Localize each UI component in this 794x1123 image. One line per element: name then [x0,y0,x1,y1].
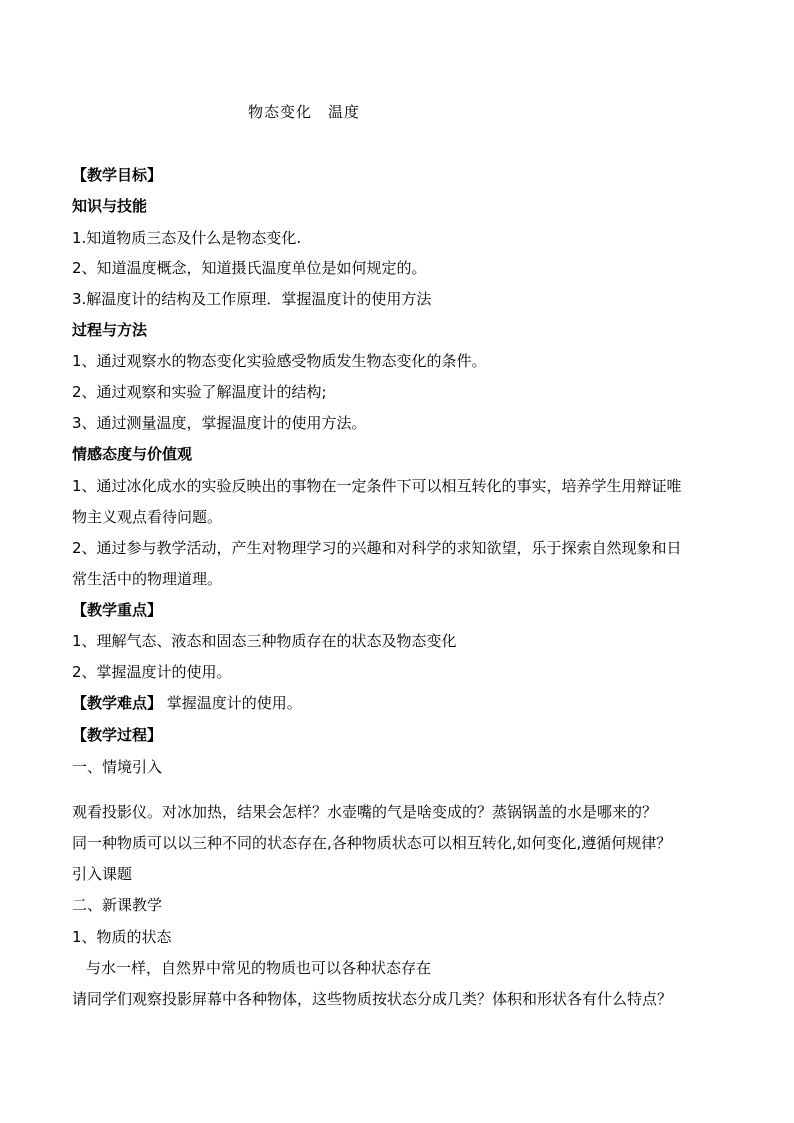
teaching-process-header: 【教学过程】 [72,726,163,744]
emotion-item-1a: 1、通过冰化成水的实验反映出的事物在一定条件下可以相互转化的事实，培养学生用辩证唯 [72,477,682,495]
intro-header: 一、情境引入 [72,758,163,776]
matter-state-header: 1、物质的状态 [72,928,172,946]
teaching-goals-header: 【教学目标】 [72,166,163,184]
knowledge-item-3: 3.解温度计的结构及工作原理．掌握温度计的使用方法 [72,290,432,308]
difficulty-line [72,693,732,713]
intro-line-3: 引入课题 [72,865,133,883]
new-lesson-header: 二、新课教学 [72,896,163,914]
document-title: 物态变化 温度 [248,103,361,121]
emotion-item-2a: 2、通过参与教学活动，产生对物理学习的兴趣和对科学的求知欲望，乐于探索自然现象和日 [72,539,682,557]
difficulty-header: 【教学难点】 [72,694,163,712]
emotion-item-1b: 物主义观点看待问题。 [72,508,223,526]
matter-state-line-2: 请同学们观察投影屏幕中各种物体，这些物质按状态分成几类？体积和形状各有什么特点？ [72,990,673,1008]
key-point-1: 1、理解气态、液态和固态三种物质存在的状态及物态变化 [72,632,457,650]
intro-line-2: 同一种物质可以以三种不同的状态存在,各种物质状态可以相互转化,如何变化,遵循何规律？ [72,834,672,852]
process-item-1: 1、通过观察水的物态变化实验感受物质发生物态变化的条件。 [72,352,487,370]
intro-line-1: 观看投影仪。对冰加热，结果会怎样？水壶嘴的气是啥变成的？蒸锅锅盖的水是哪来的？ [72,803,658,821]
process-method-header: 过程与方法 [72,321,148,339]
process-item-2: 2、通过观察和实验了解温度计的结构; [72,383,327,401]
knowledge-skills-header: 知识与技能 [72,197,148,215]
emotion-value-header: 情感态度与价值观 [72,445,193,463]
key-points-header: 【教学重点】 [72,601,163,619]
key-point-2: 2、掌握温度计的使用。 [72,663,232,681]
difficulty-text: 掌握温度计的使用。 [166,694,302,712]
knowledge-item-1: 1.知道物质三态及什么是物态变化. [72,229,302,247]
emotion-item-2b: 常生活中的物理道理。 [72,570,223,588]
process-item-3: 3、通过测量温度，掌握温度计的使用方法。 [72,414,367,432]
matter-state-line-1: 与水一样，自然界中常见的物质也可以各种状态存在 [86,959,432,977]
knowledge-item-2: 2、知道温度概念，知道摄氏温度单位是如何规定的。 [72,259,427,277]
